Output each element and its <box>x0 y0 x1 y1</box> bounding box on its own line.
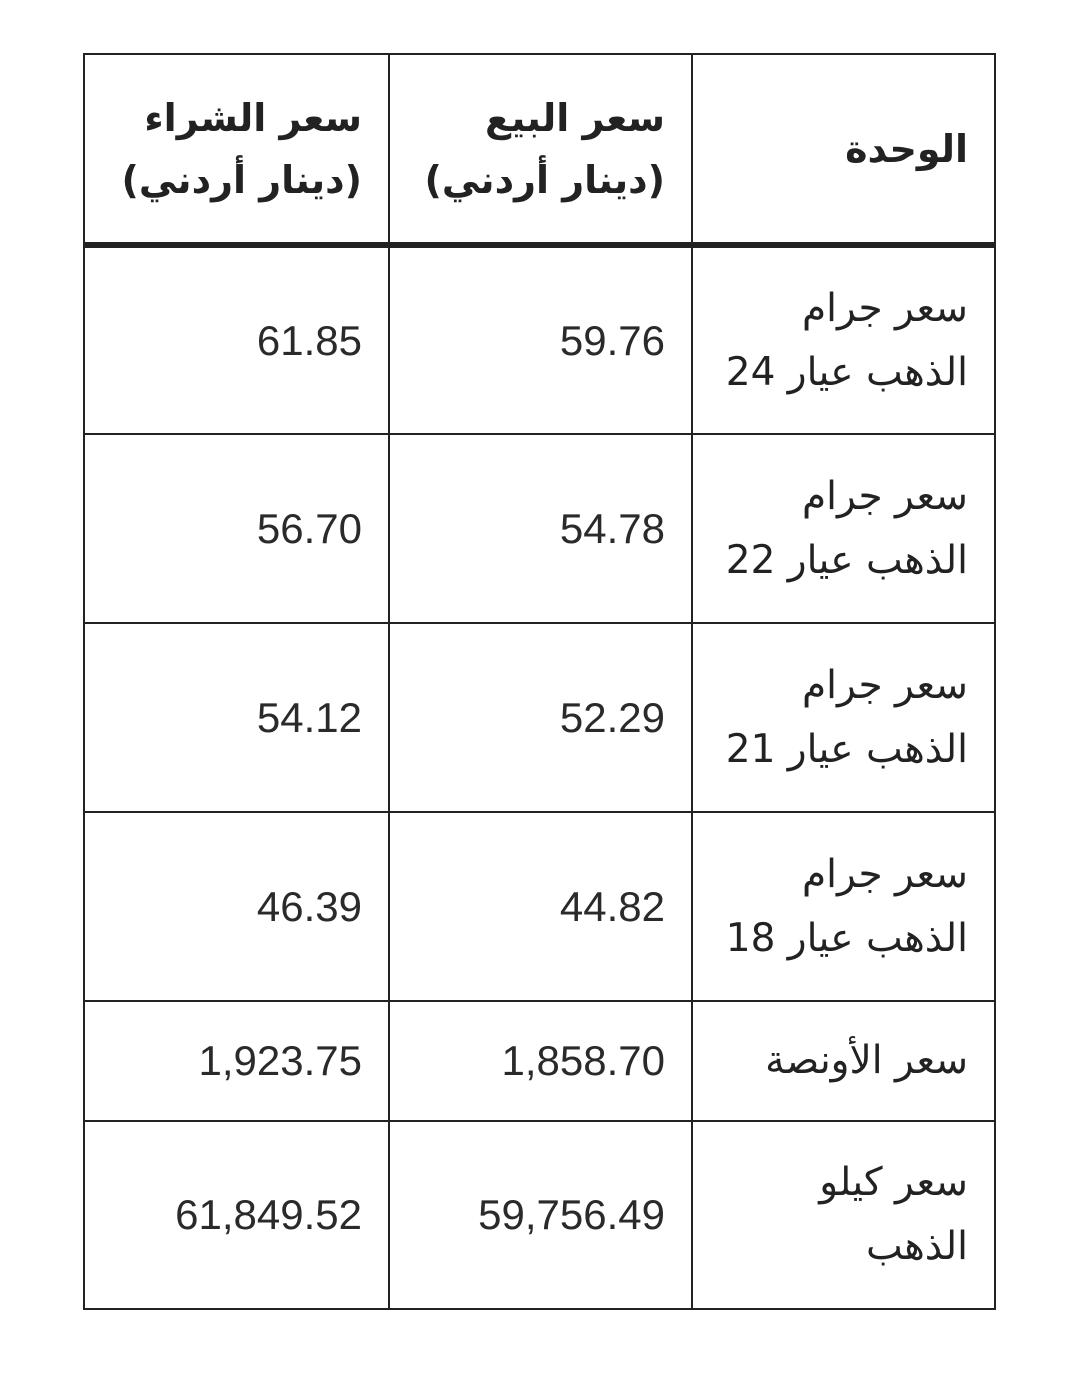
sell-price-cell: 59.76 <box>389 245 692 434</box>
unit-line: الذهب عيار 24 <box>725 349 968 395</box>
table-row <box>84 812 995 1001</box>
header-unit-label: الوحدة <box>845 126 968 171</box>
buy-price-cell: 54.12 <box>84 623 389 812</box>
header-unit <box>692 54 995 245</box>
buy-price-cell: 61.85 <box>84 245 389 434</box>
gold-price-table-container <box>83 53 994 1310</box>
header-row <box>84 54 995 245</box>
table-row <box>84 434 995 623</box>
unit-cell <box>692 245 995 434</box>
table-row <box>84 1001 995 1121</box>
unit-line: الذهب <box>865 1224 968 1269</box>
header-sell-price <box>389 54 692 245</box>
unit-line: الذهب عيار 22 <box>725 537 968 583</box>
unit-line: سعر جرام <box>801 851 968 897</box>
buy-price-cell: 61,849.52 <box>84 1121 389 1309</box>
unit-cell <box>692 1121 995 1309</box>
header-buy-label: سعر الشراء <box>144 95 362 140</box>
unit-line: سعر جرام <box>801 473 968 519</box>
unit-line: الذهب عيار 21 <box>725 726 968 772</box>
unit-cell <box>692 1001 995 1121</box>
buy-price-cell: 46.39 <box>84 812 389 1001</box>
sell-price-cell: 59,756.49 <box>389 1121 692 1309</box>
sell-price-cell: 44.82 <box>389 812 692 1001</box>
table-body <box>84 245 995 1309</box>
sell-price-cell: 52.29 <box>389 623 692 812</box>
gold-price-table <box>83 53 996 1310</box>
unit-cell <box>692 812 995 1001</box>
sell-price-cell: 54.78 <box>389 434 692 623</box>
unit-line: سعر الأونصة <box>765 1038 968 1083</box>
unit-line: سعر جرام <box>801 285 968 331</box>
table-row <box>84 1121 995 1309</box>
unit-line: سعر جرام <box>801 662 968 708</box>
table-row <box>84 623 995 812</box>
sell-price-cell: 1,858.70 <box>389 1001 692 1121</box>
buy-price-cell: 1,923.75 <box>84 1001 389 1121</box>
table-row <box>84 245 995 434</box>
header-sell-currency: (دينار أردني) <box>424 157 665 202</box>
unit-cell <box>692 623 995 812</box>
table-header <box>84 54 995 245</box>
unit-line: الذهب عيار 18 <box>725 915 968 961</box>
header-sell-label: سعر البيع <box>485 95 665 140</box>
unit-line: سعر كيلو <box>819 1160 968 1205</box>
header-buy-currency: (دينار أردني) <box>121 157 362 202</box>
unit-cell <box>692 434 995 623</box>
header-buy-price <box>84 54 389 245</box>
buy-price-cell: 56.70 <box>84 434 389 623</box>
